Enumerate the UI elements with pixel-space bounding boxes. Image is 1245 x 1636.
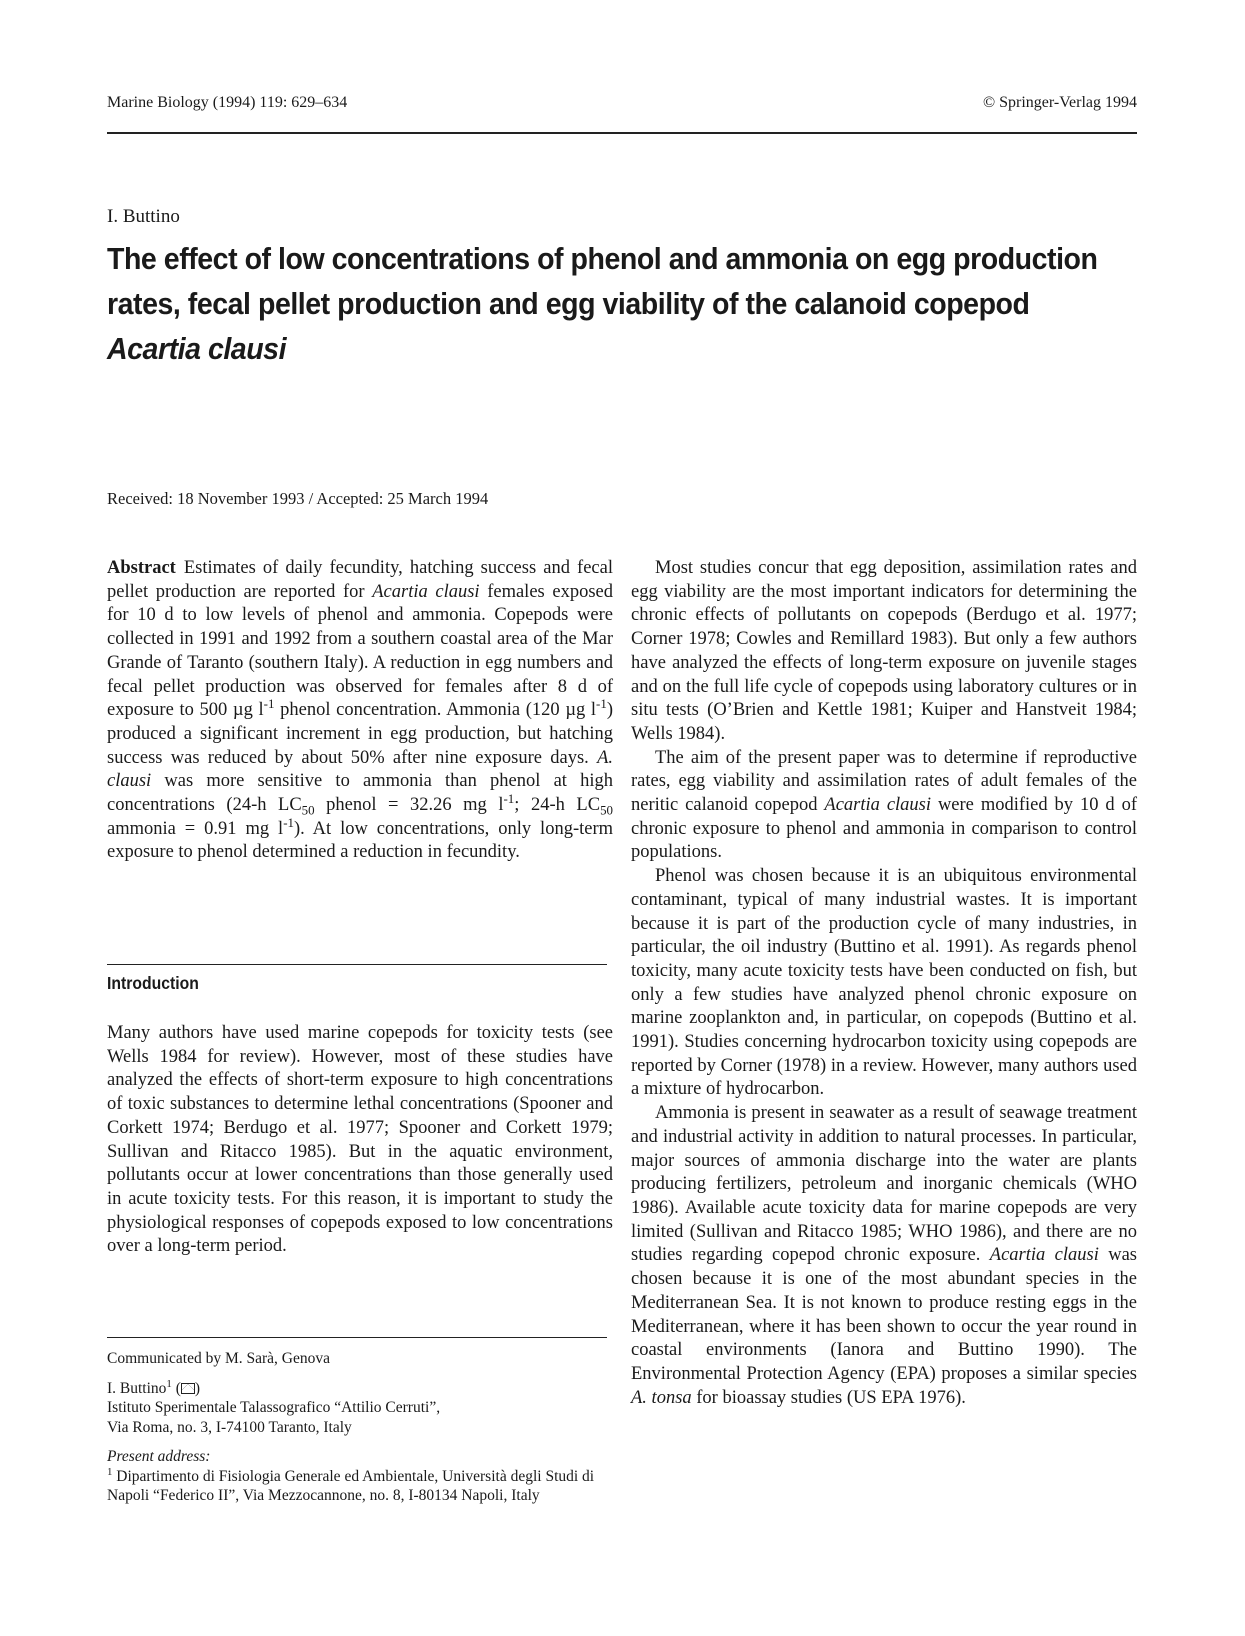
paragraph-2: The aim of the present paper was to determine if reproductive rates, egg viability and assimilation rates of adult females of the neritic calanoid copepod Acartia clausi were modified by 10 d of chronic exposure to phenol and ammonia in comparison to control populations. [631,747,1137,863]
footnotes [107,1349,613,1506]
paragraph-4: Ammonia is present in seawater as a result of seawage treatment and industrial activity in addition to natural processes. In particular, major sources of ammonia discharge into the water are plants producing fertilizers, petroleum and inorganic chemicals (WHO 1986). Available acute toxicity data for marine copepods are very limited (Sullivan and Ritacco 1985; WHO 1986), and there are no studies regarding copepod chronic exposure. Acartia clausi was chosen because it is one of the most abundant species in the Mediterranean Sea. It is not known to produce resting eggs in the Mediterranean, where it has been shown to occur the year round in coastal environments (Ianora and Buttino 1990). The Environmental Protection Agency (EPA) proposes a similar species A. tonsa for bioassay studies (US EPA 1976). [631,1103,1138,1408]
body-right-column [631,557,1137,1410]
footnote-divider [107,1337,607,1338]
author-name: I. Buttino [107,206,180,227]
abstract-label: Abstract [107,558,176,578]
introduction-paragraph: Many authors have used marine copepods for toxicity tests (see Wells 1984 for review). However, most of these studies have analyzed the effects of short-term exposure to high concentrations of toxic substances to determine lethal concentrations (Spooner and Corkett 1974; Berdugo et al. 1977; Spooner and Corkett 1979; Sullivan and Ritacco 1985). But in the aquatic environment, pollutants occur at lower concentrations than those generally used in acute toxicity tests. For this reason, it is important to study the physiological responses of copepods exposed to low concentrations over a long-term period. [107,1023,613,1257]
abstract [107,557,613,865]
envelope-icon [181,1383,195,1394]
copyright-notice: © Springer-Verlag 1994 [982,94,1137,111]
communicated-by: Communicated by M. Sarà, Genova [107,1350,330,1367]
section-divider [107,964,607,965]
section-heading-introduction: Introduction [107,973,199,993]
paragraph-1: Most studies concur that egg deposition, assimilation rates and egg viability are the most important indicators for determining the chronic effects of pollutants on copepods (Berdugo et al. 1977; Corner 1978; Cowles and Remillard 1983). But only a few authors have analyzed the effects of long-term exposure on juvenile stages and on the full life cycle of copepods using laboratory cultures or in situ tests (O’Brien and Kettle 1981; Kuiper and Hanstveit 1984; Wells 1984). [631,558,1137,744]
correspondence-author: I. Buttino$^1$ ( ) [107,1377,201,1397]
present-address-label: Present address: [107,1448,211,1465]
received-dates: Received: 18 November 1993 / Accepted: 25 March 1994 [107,489,489,508]
introduction-text [107,1022,613,1259]
address: Via Roma, no. 3, I-74100 Taranto, Italy [107,1418,352,1436]
abstract-paragraph: Abstract Estimates of daily fecundity, hatching success and fecal pellet production are reported for Acartia clausi females exposed for 10 d to low levels of phenol and ammonia. Copepods were collected in 1991 and 1992 from a southern coastal area of the Mar Grande of Taranto (southern Italy). A reduction in egg numbers and fecal pellet production was observed for females after 8 d of exposure to 500 µg $l^{-1}$ phenol concentration. Ammonia (120 µg $l^{-1}$) produced a significant increment in egg production, but hatching success was reduced by about 50% after nine exposure days. A. clausi was more sensitive to ammonia than phenol at high concentrations (24-h $LC_{50}$ phenol = 32.26 mg $l^{-1}$; 24-h $LC_{50}$ ammonia = 0.91 mg $l^{-1}$). At low concentrations, only long-term exposure to phenol determined a reduction in fecundity. [107,558,614,863]
present-address: $^1$ Dipartimento di Fisiologia Generale ed Ambientale, Università degli Studi di Napoli “Federico II”, Via Mezzocannone, no. 8, I-80134 Napoli, Italy [107,1465,595,1504]
institute: Istituto Sperimentale Talassografico “Attilio Cerruti”, [107,1399,441,1416]
journal-citation: Marine Biology (1994) 119: 629–634 [107,94,348,111]
title-species: Acartia clausi [107,331,287,366]
header-divider [107,132,1137,134]
paper-title [107,236,1147,371]
running-header [107,94,1137,116]
paragraph-3: Phenol was chosen because it is an ubiquitous environmental contaminant, typical of many industrial wastes. It is important because it is part of the production cycle of many industries, in particular, the oil industry (Buttino et al. 1991). As regards phenol toxicity, many acute toxicity tests have been conducted on fish, but only a few studies have analyzed phenol chronic exposure on marine zooplankton and, in particular, on copepods (Buttino et al. 1991). Studies concerning hydrocarbon toxicity using copepods are reported by Corner (1978) in a review. However, many authors used a mixture of hydrocarbon. [631,866,1137,1100]
title-line-1: The effect of low concentrations of phenol and ammonia on egg production [107,241,1098,276]
title-line-2: rates, fecal pellet production and egg viability of the calanoid copepod [107,286,1030,321]
